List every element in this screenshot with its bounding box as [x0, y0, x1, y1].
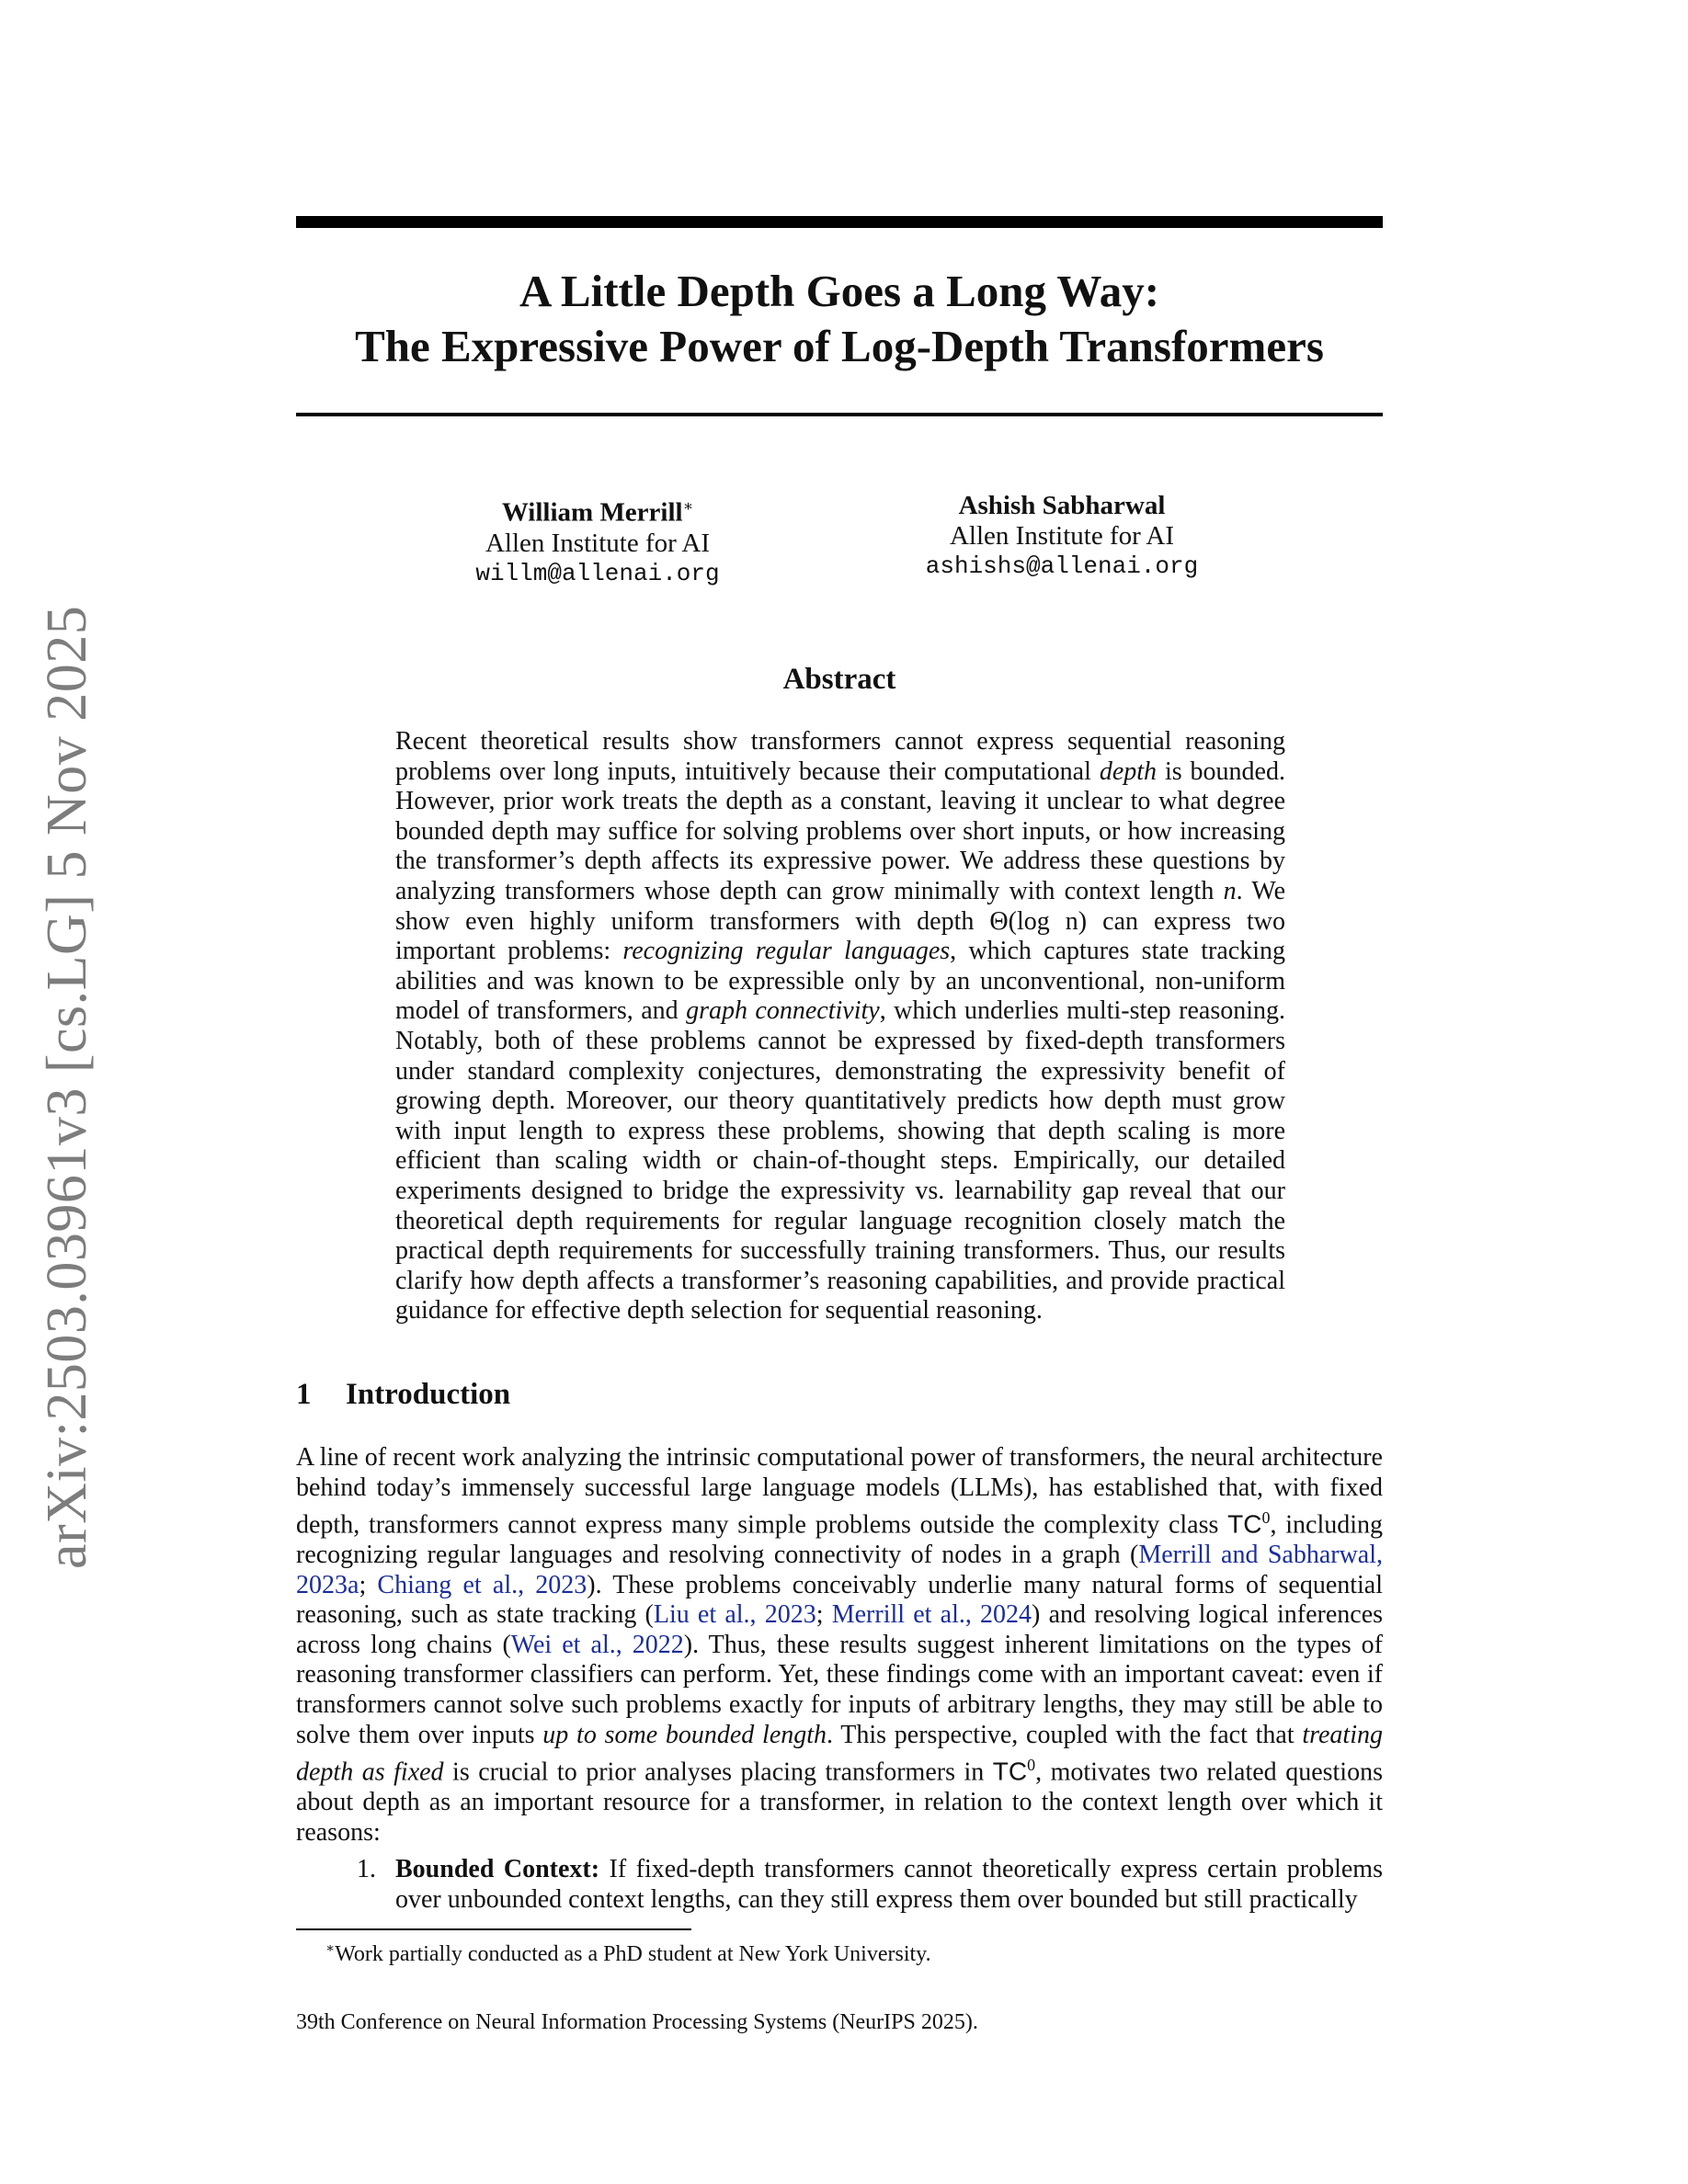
list-marker: 1. — [357, 1855, 376, 1883]
author-name: Ashish Sabharwal — [958, 491, 1166, 520]
citation-link[interactable]: Liu et al., 2023 — [653, 1600, 816, 1630]
abstract-heading: Abstract — [782, 663, 896, 696]
abstract-text: , which captures state tracking abilities and was known to be expressible only by an unconventional, non-uniform model of transformers, and — [395, 937, 1286, 1026]
author-affiliation: Allen Institute for AI — [949, 521, 1175, 551]
intro-text: ; — [815, 1600, 832, 1630]
math-tc-sup: 0 — [1261, 1508, 1271, 1528]
author-footnote-mark: ∗ — [682, 497, 694, 515]
author-email[interactable]: willm@allenai.org — [475, 559, 720, 587]
section-number: 1 — [296, 1378, 312, 1411]
abstract-text: , which underlies multi-step reasoning. Notably, both of these problems cannot be expressed by fixed-depth transformers under standard complexity conjectures, demonstrating the expressivity benefit of growing depth. Moreover, our theory quantitatively predicts how depth must grow with input length to express these problems, showing that depth scaling is more efficient than scaling width or chain-of-thought steps. Empirically, our detailed experiments designed to bridge the expressivity vs. learnability gap reveal that our theoretical depth requirements for regular language recognition closely match the practical depth requirements for successfully training transformers. Thus, our results clarify how depth affects a transformer’s reasoning capabilities, and provide practical guidance for effective depth selection for sequential reasoning. — [395, 996, 1285, 1325]
footnote — [325, 1935, 1337, 1968]
footnote-text: Work partially conducted as a PhD student at New York University. — [335, 1942, 931, 1966]
math-tc-sup: 0 — [1027, 1756, 1036, 1775]
intro-text: , motivates two related questions about depth as an important resource for a transformer, in relation to the context length over which it reasons: — [296, 1757, 1383, 1847]
section-heading-introduction — [296, 1376, 1383, 1413]
citation-link[interactable]: Merrill et al., 2024 — [831, 1600, 1032, 1630]
section-title: Introduction — [346, 1378, 511, 1411]
author-email[interactable]: ashishs@allenai.org — [925, 552, 1199, 580]
abstract-text: is bounded. However, prior work treats the depth as a constant, leaving it unclear to what degree bounded depth may suffice for solving problems over short inputs, or how increasing the transformer’s depth affects its expressive power. We address these questions by analyzing transformers whose depth can grow minimally with context length — [395, 756, 1285, 905]
title-line-2: The Expressive Power of Log-Depth Transformers — [355, 321, 1324, 371]
title-bottom-rule — [296, 413, 1383, 416]
abstract-body — [395, 727, 1285, 1326]
intro-paragraph — [296, 1443, 1383, 1848]
list-item-text — [395, 1855, 1383, 1915]
citation-link[interactable]: Merrill and Sabharwal, 2023a — [296, 1541, 1384, 1599]
intro-text: is crucial to prior analyses placing transformers in — [443, 1757, 993, 1787]
footnote-rule — [296, 1928, 691, 1930]
intro-text: ) and resolving logical inferences across long chains ( — [296, 1600, 1384, 1659]
citation-link[interactable]: Chiang et al., 2023 — [377, 1570, 587, 1599]
author-name: William Merrill — [501, 497, 683, 528]
math-theta-log-n: Θ(log n) — [989, 906, 1088, 936]
abstract-emphasis: recognizing regular languages — [622, 937, 951, 966]
paper-title — [296, 264, 1383, 374]
intro-text: A line of recent work analyzing the intrinsic computational power of transformers, the neural architecture behind today’s immensely successful large language models (LLMs), has established that, with fixed depth, transformers cannot express many simple problems outside the complexity class — [296, 1443, 1383, 1540]
intro-text: , including recognizing regular languages and resolving connectivity of nodes in a graph ( — [296, 1510, 1384, 1570]
math-tc: TC — [992, 1757, 1028, 1786]
intro-text: . This perspective, coupled with the fact that — [827, 1720, 1303, 1749]
abstract-emphasis: depth — [1099, 756, 1158, 786]
arxiv-stamp: arXiv:2503.03961v3 [cs.LG] 5 Nov 2025 — [36, 605, 98, 1569]
title-line-1: A Little Depth Goes a Long Way: — [519, 266, 1160, 316]
abstract-text: Recent theoretical results show transformers cannot express sequential reasoning problems over long inputs, intuitively because their computational — [395, 727, 1285, 786]
venue-line: 39th Conference on Neural Information Processing Systems (NeurIPS 2025). — [296, 2010, 978, 2034]
intro-text: ; — [359, 1570, 378, 1599]
footnote-mark: ∗ — [325, 1941, 336, 1956]
list-item-body: If fixed-depth transformers cannot theoretically express certain problems over unbounded context lengths, can they still express them over bounded but still practically — [395, 1855, 1383, 1914]
list-item-label: Bounded Context: — [395, 1855, 600, 1883]
title-top-rule — [296, 216, 1383, 228]
abstract-emphasis: graph connectivity — [686, 996, 880, 1026]
intro-emphasis: up to some bounded length — [542, 1720, 827, 1749]
author-block-2 — [869, 491, 1255, 582]
math-tc: TC — [1227, 1509, 1262, 1539]
intro-emphasis: treating depth as fixed — [296, 1720, 1383, 1787]
math-n: n — [1223, 876, 1237, 905]
author-block-1 — [405, 491, 791, 589]
author-affiliation: Allen Institute for AI — [485, 528, 711, 558]
list-item — [357, 1855, 1383, 1915]
citation-link[interactable]: Wei et al., 2022 — [510, 1630, 684, 1659]
intro-text: ). These problems conceivably underlie many natural forms of sequential reasoning, such as state tracking ( — [296, 1570, 1384, 1630]
abstract-text: can express two important problems: — [395, 906, 1286, 966]
intro-text: ). Thus, these results suggest inherent limitations on the types of reasoning transformer classifiers can perform. Yet, these findings come with an important caveat: even if transformers cannot solve such problems exactly for inputs of arbitrary lengths, they may still be able to solve them over inputs — [296, 1630, 1384, 1749]
abstract-text: . We show even highly uniform transformers with depth — [395, 876, 1285, 936]
